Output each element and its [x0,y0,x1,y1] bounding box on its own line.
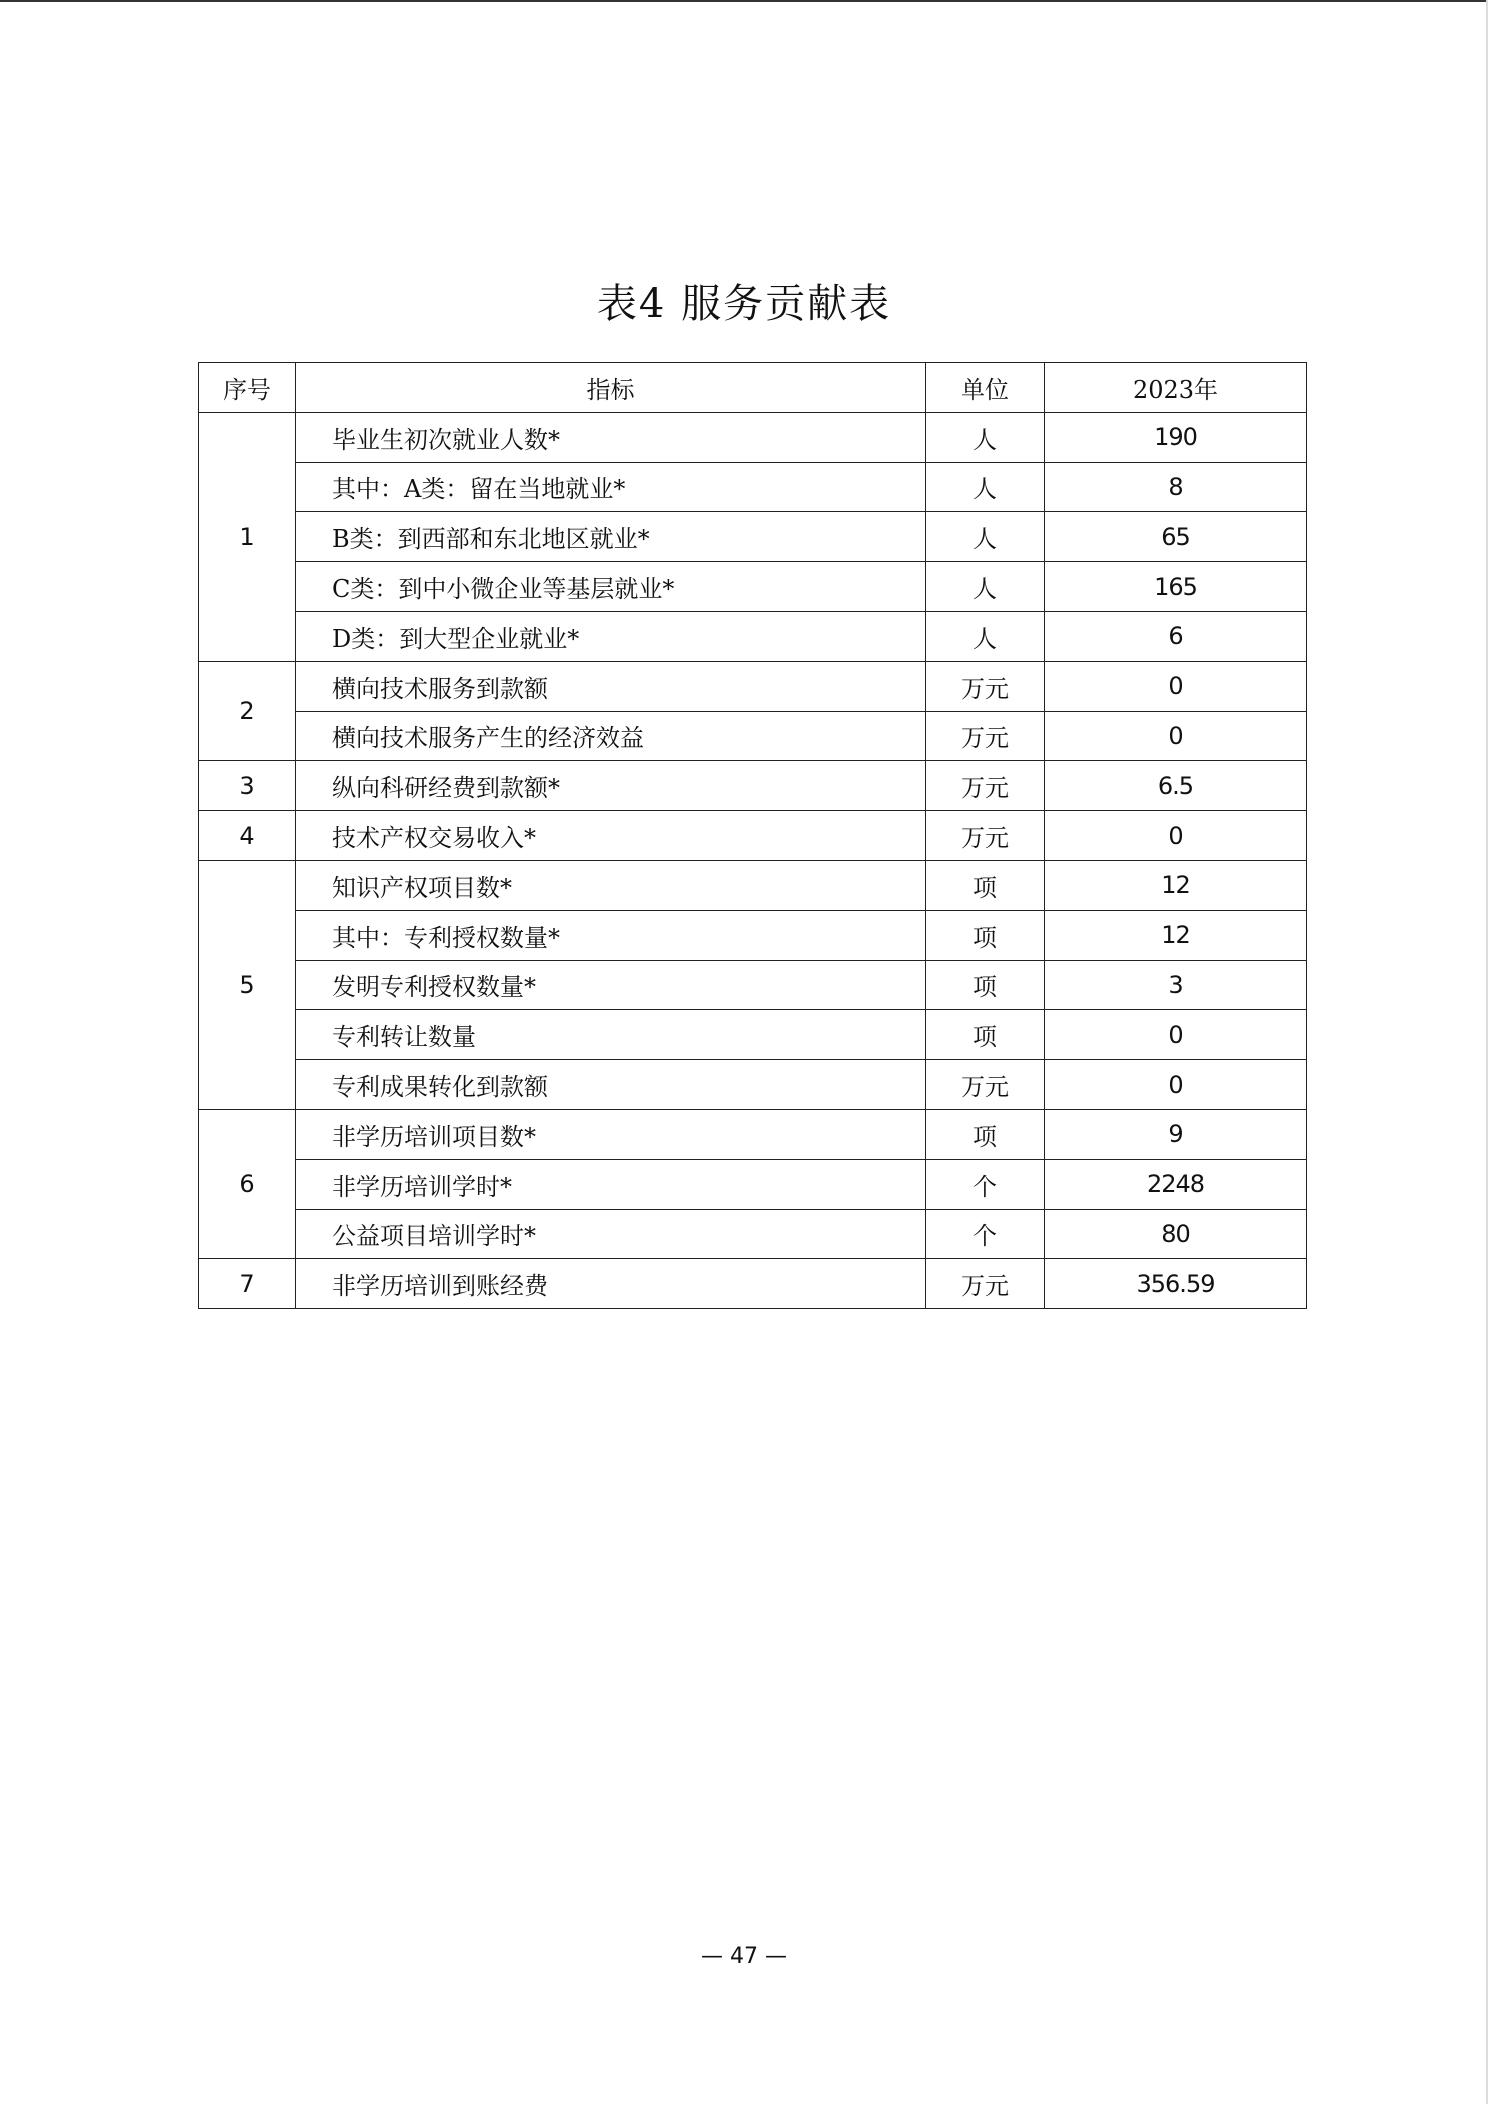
value-cell: 12 [1045,910,1307,960]
table-row [199,512,1307,562]
indicator-cell: 专利成果转化到款额 [296,1060,926,1110]
row-index-cell: 7 [199,1259,296,1309]
header-indicator: 指标 [296,363,926,413]
unit-cell: 人 [926,512,1045,562]
value-cell: 12 [1045,860,1307,910]
value-cell: 0 [1045,711,1307,761]
unit-cell: 万元 [926,661,1045,711]
table-row [199,661,1307,711]
indicator-cell: D类：到大型企业就业* [296,611,926,661]
header-unit: 单位 [926,363,1045,413]
indicator-cell: 非学历培训学时* [296,1159,926,1209]
unit-cell: 项 [926,860,1045,910]
table-header-row [199,363,1307,413]
unit-cell: 个 [926,1209,1045,1259]
row-index-cell: 4 [199,811,296,861]
indicator-cell: C类：到中小微企业等基层就业* [296,562,926,612]
value-cell: 65 [1045,512,1307,562]
table-row [199,811,1307,861]
table-row [199,1060,1307,1110]
table-row [199,711,1307,761]
indicator-cell: 发明专利授权数量* [296,960,926,1010]
indicator-cell: 毕业生初次就业人数* [296,412,926,462]
indicator-cell: 技术产权交易收入* [296,811,926,861]
value-cell: 3 [1045,960,1307,1010]
indicator-cell: 纵向科研经费到款额* [296,761,926,811]
table-row [199,910,1307,960]
indicator-cell: 非学历培训到账经费 [296,1259,926,1309]
row-index-cell: 2 [199,661,296,761]
table-row [199,462,1307,512]
table-row [199,1209,1307,1259]
service-contribution-table [198,362,1307,1309]
table-row [199,860,1307,910]
value-cell: 0 [1045,661,1307,711]
value-cell: 9 [1045,1109,1307,1159]
unit-cell: 个 [926,1159,1045,1209]
unit-cell: 项 [926,1109,1045,1159]
unit-cell: 万元 [926,1259,1045,1309]
table-row [199,412,1307,462]
page-number: — 47 — [701,1944,787,1969]
unit-cell: 万元 [926,1060,1045,1110]
value-cell: 6.5 [1045,761,1307,811]
unit-cell: 人 [926,611,1045,661]
table-title: 表4 服务贡献表 [596,281,892,327]
row-index-cell: 5 [199,860,296,1109]
value-cell: 0 [1045,811,1307,861]
unit-cell: 人 [926,412,1045,462]
value-cell: 0 [1045,1010,1307,1060]
table-row [199,1159,1307,1209]
table-body [199,412,1307,1308]
unit-cell: 万元 [926,761,1045,811]
value-cell: 165 [1045,562,1307,612]
unit-cell: 万元 [926,711,1045,761]
table-row [199,611,1307,661]
indicator-cell: 知识产权项目数* [296,860,926,910]
indicator-cell: 横向技术服务产生的经济效益 [296,711,926,761]
unit-cell: 项 [926,910,1045,960]
unit-cell: 人 [926,562,1045,612]
unit-cell: 人 [926,462,1045,512]
indicator-cell: 公益项目培训学时* [296,1209,926,1259]
header-index: 序号 [199,363,296,413]
unit-cell: 项 [926,960,1045,1010]
indicator-cell: 非学历培训项目数* [296,1109,926,1159]
value-cell: 6 [1045,611,1307,661]
table-row [199,1010,1307,1060]
indicator-cell: B类：到西部和东北地区就业* [296,512,926,562]
table-row [199,562,1307,612]
unit-cell: 项 [926,1010,1045,1060]
indicator-cell: 横向技术服务到款额 [296,661,926,711]
indicator-cell: 专利转让数量 [296,1010,926,1060]
row-index-cell: 3 [199,761,296,811]
page-top-border [0,0,1488,2]
value-cell: 0 [1045,1060,1307,1110]
value-cell: 2248 [1045,1159,1307,1209]
value-cell: 8 [1045,462,1307,512]
indicator-cell: 其中：专利授权数量* [296,910,926,960]
table-row [199,1259,1307,1309]
unit-cell: 万元 [926,811,1045,861]
value-cell: 80 [1045,1209,1307,1259]
header-year: 2023年 [1045,363,1307,413]
table-row [199,960,1307,1010]
row-index-cell: 1 [199,412,296,661]
row-index-cell: 6 [199,1109,296,1258]
table-row [199,1109,1307,1159]
value-cell: 190 [1045,412,1307,462]
indicator-cell: 其中：A类：留在当地就业* [296,462,926,512]
table-row [199,761,1307,811]
value-cell: 356.59 [1045,1259,1307,1309]
